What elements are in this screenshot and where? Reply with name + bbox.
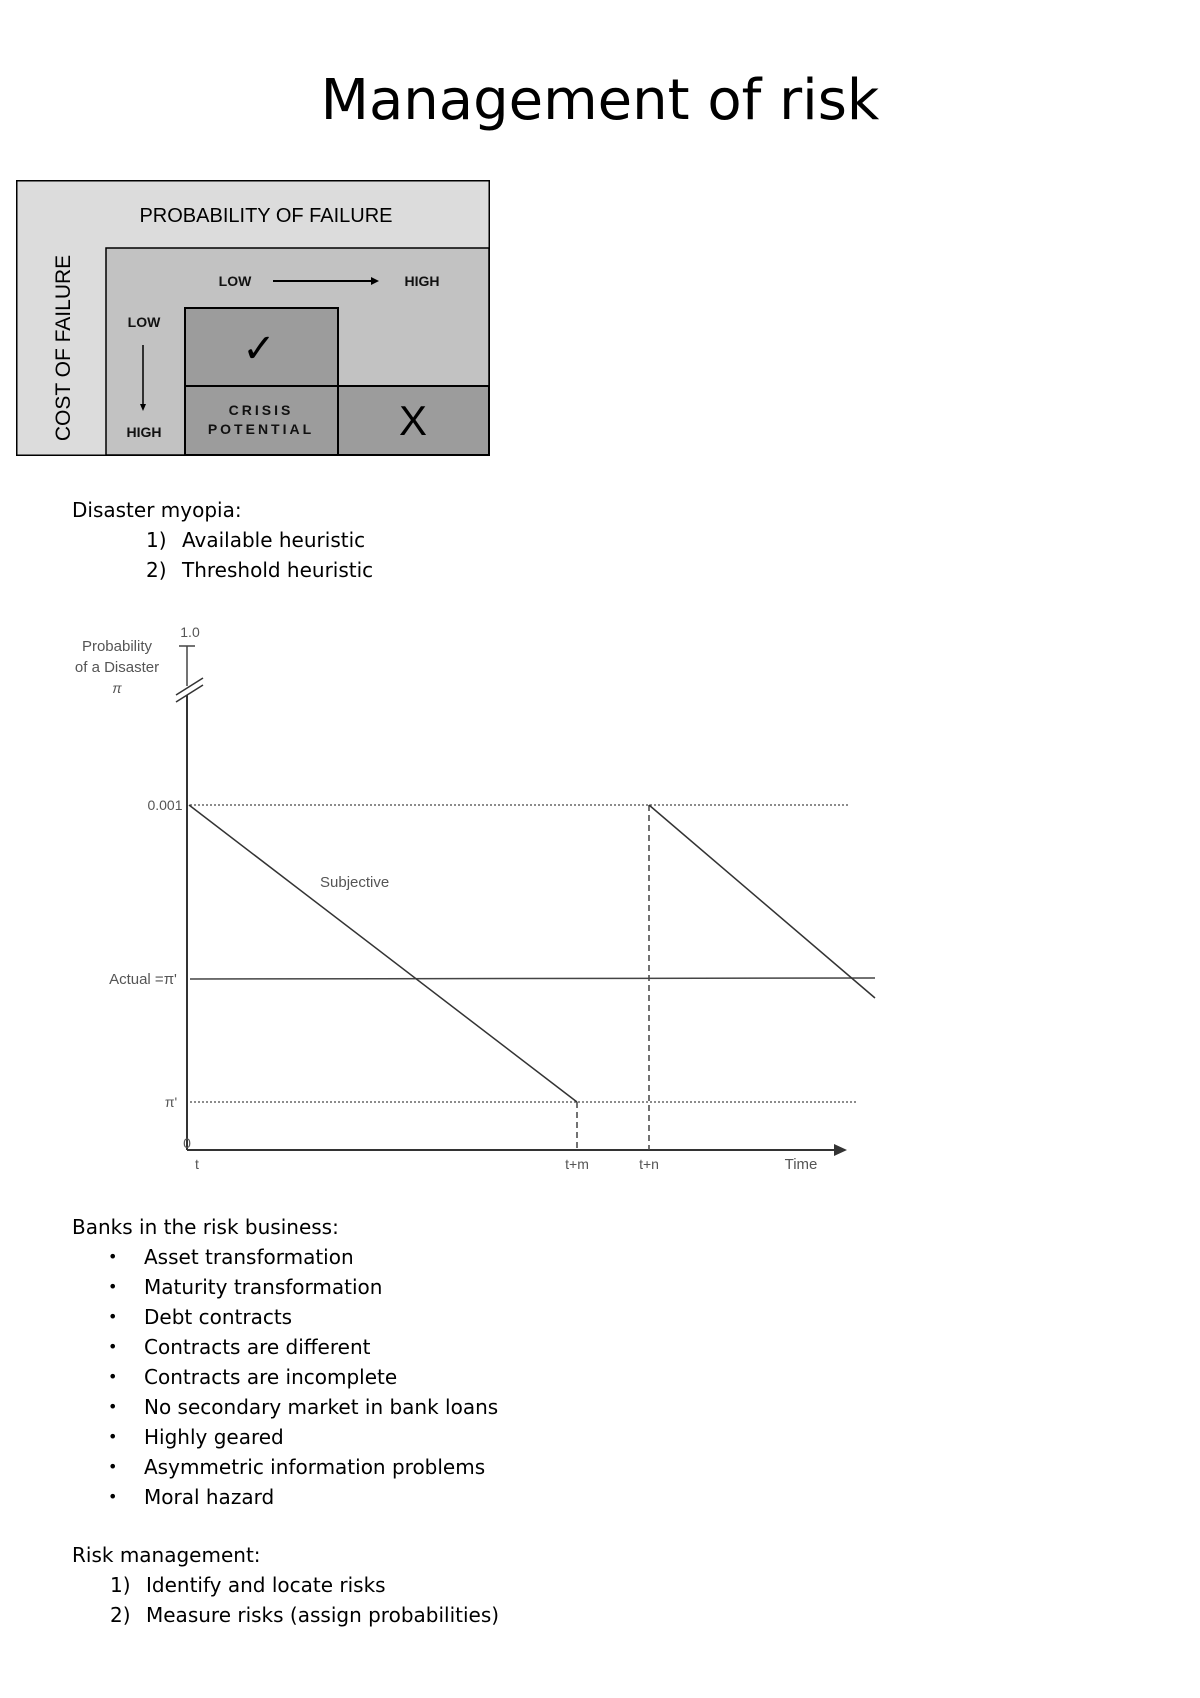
- y-axis-label-line2: of a Disaster: [74, 659, 160, 676]
- x-tick-label-t: t: [195, 1156, 199, 1172]
- y-tick-label-actual: Actual =π': [109, 971, 177, 988]
- crisis-label-line2: POTENTIAL: [207, 421, 315, 437]
- y-tick-label-zero: 0: [183, 1135, 191, 1151]
- y-top-tick-label: 1.0: [180, 624, 200, 640]
- page-title: Management of risk: [320, 68, 880, 133]
- list-text: Highly geared: [144, 1425, 284, 1449]
- axis-break-mark-2: [176, 685, 203, 702]
- subjective-line-1: [189, 805, 577, 1102]
- axis-break-mark-1: [176, 678, 203, 695]
- list-item: [108, 1422, 498, 1452]
- banks-list: [108, 1242, 498, 1512]
- x-tick-label-t-plus-n: t+n: [639, 1156, 659, 1172]
- list-text: No secondary market in bank loans: [144, 1395, 499, 1419]
- banks-heading: Banks in the risk business:: [72, 1215, 339, 1239]
- list-item: [108, 1452, 498, 1482]
- disaster-myopia-heading: Disaster myopia:: [72, 498, 242, 522]
- list-number: 1): [110, 1573, 131, 1597]
- disaster-myopia-chart: [60, 620, 890, 1180]
- banks-section: [72, 1212, 498, 1512]
- list-text: Asset transformation: [144, 1245, 354, 1269]
- disaster-myopia-section: [72, 495, 373, 585]
- bullet-icon: •: [108, 1307, 118, 1326]
- list-item: [110, 1570, 499, 1600]
- bullet-icon: •: [108, 1427, 118, 1446]
- bullet-icon: •: [108, 1487, 118, 1506]
- list-text: Contracts are different: [144, 1335, 371, 1359]
- list-text: Contracts are incomplete: [144, 1365, 398, 1389]
- bullet-icon: •: [108, 1457, 118, 1476]
- reference-line-actual: [190, 978, 875, 979]
- x-mark-icon: X: [398, 397, 428, 444]
- list-number: 1): [146, 528, 167, 552]
- y-tick-label-0001: 0.001: [147, 797, 183, 813]
- y-axis-label-line3: π: [112, 680, 122, 696]
- bullet-icon: •: [108, 1247, 118, 1266]
- matrix-heading: PROBABILITY OF FAILURE: [139, 205, 393, 227]
- list-text: Threshold heuristic: [182, 558, 374, 582]
- list-item: [108, 1362, 498, 1392]
- list-text: Debt contracts: [144, 1305, 293, 1329]
- list-item: [108, 1392, 498, 1422]
- list-number: 2): [110, 1603, 131, 1627]
- cost-high-label: HIGH: [126, 424, 162, 440]
- list-item: [146, 525, 373, 555]
- list-text: Moral hazard: [144, 1485, 275, 1509]
- list-text: Identify and locate risks: [146, 1573, 386, 1597]
- list-item: [108, 1302, 498, 1332]
- list-text: Maturity transformation: [144, 1275, 383, 1299]
- bullet-icon: •: [108, 1367, 118, 1386]
- list-item: [110, 1600, 499, 1630]
- matrix-side-label: COST OF FAILURE: [52, 254, 75, 442]
- risk-management-list: [110, 1570, 499, 1630]
- bullet-icon: •: [108, 1277, 118, 1296]
- x-axis-arrowhead: [834, 1144, 847, 1156]
- list-number: 2): [146, 558, 167, 582]
- x-axis-title-time: Time: [784, 1156, 818, 1173]
- y-axis-label-line1: Probability: [81, 638, 153, 655]
- cost-low-label: LOW: [127, 314, 161, 330]
- risk-matrix-figure: [16, 180, 490, 456]
- check-icon: ✓: [242, 326, 276, 372]
- bullet-icon: •: [108, 1397, 118, 1416]
- list-text: Available heuristic: [182, 528, 366, 552]
- prob-low-label: LOW: [218, 273, 252, 289]
- list-item: [108, 1272, 498, 1302]
- risk-management-heading: Risk management:: [72, 1543, 261, 1567]
- disaster-myopia-list: [146, 525, 373, 585]
- list-text: Asymmetric information problems: [144, 1455, 486, 1479]
- curve-label-subjective: Subjective: [320, 874, 390, 891]
- y-tick-label-pi-prime: π': [164, 1094, 178, 1110]
- list-item: [108, 1332, 498, 1362]
- list-item: [108, 1242, 498, 1272]
- list-item: [108, 1482, 498, 1512]
- prob-high-label: HIGH: [404, 273, 440, 289]
- bullet-icon: •: [108, 1337, 118, 1356]
- x-tick-label-t-plus-m: t+m: [565, 1156, 589, 1172]
- list-text: Measure risks (assign probabilities): [146, 1603, 500, 1627]
- crisis-label-line1: CRISIS: [228, 402, 294, 418]
- subjective-line-2: [649, 805, 875, 998]
- list-item: [146, 555, 373, 585]
- risk-management-section: [72, 1540, 499, 1630]
